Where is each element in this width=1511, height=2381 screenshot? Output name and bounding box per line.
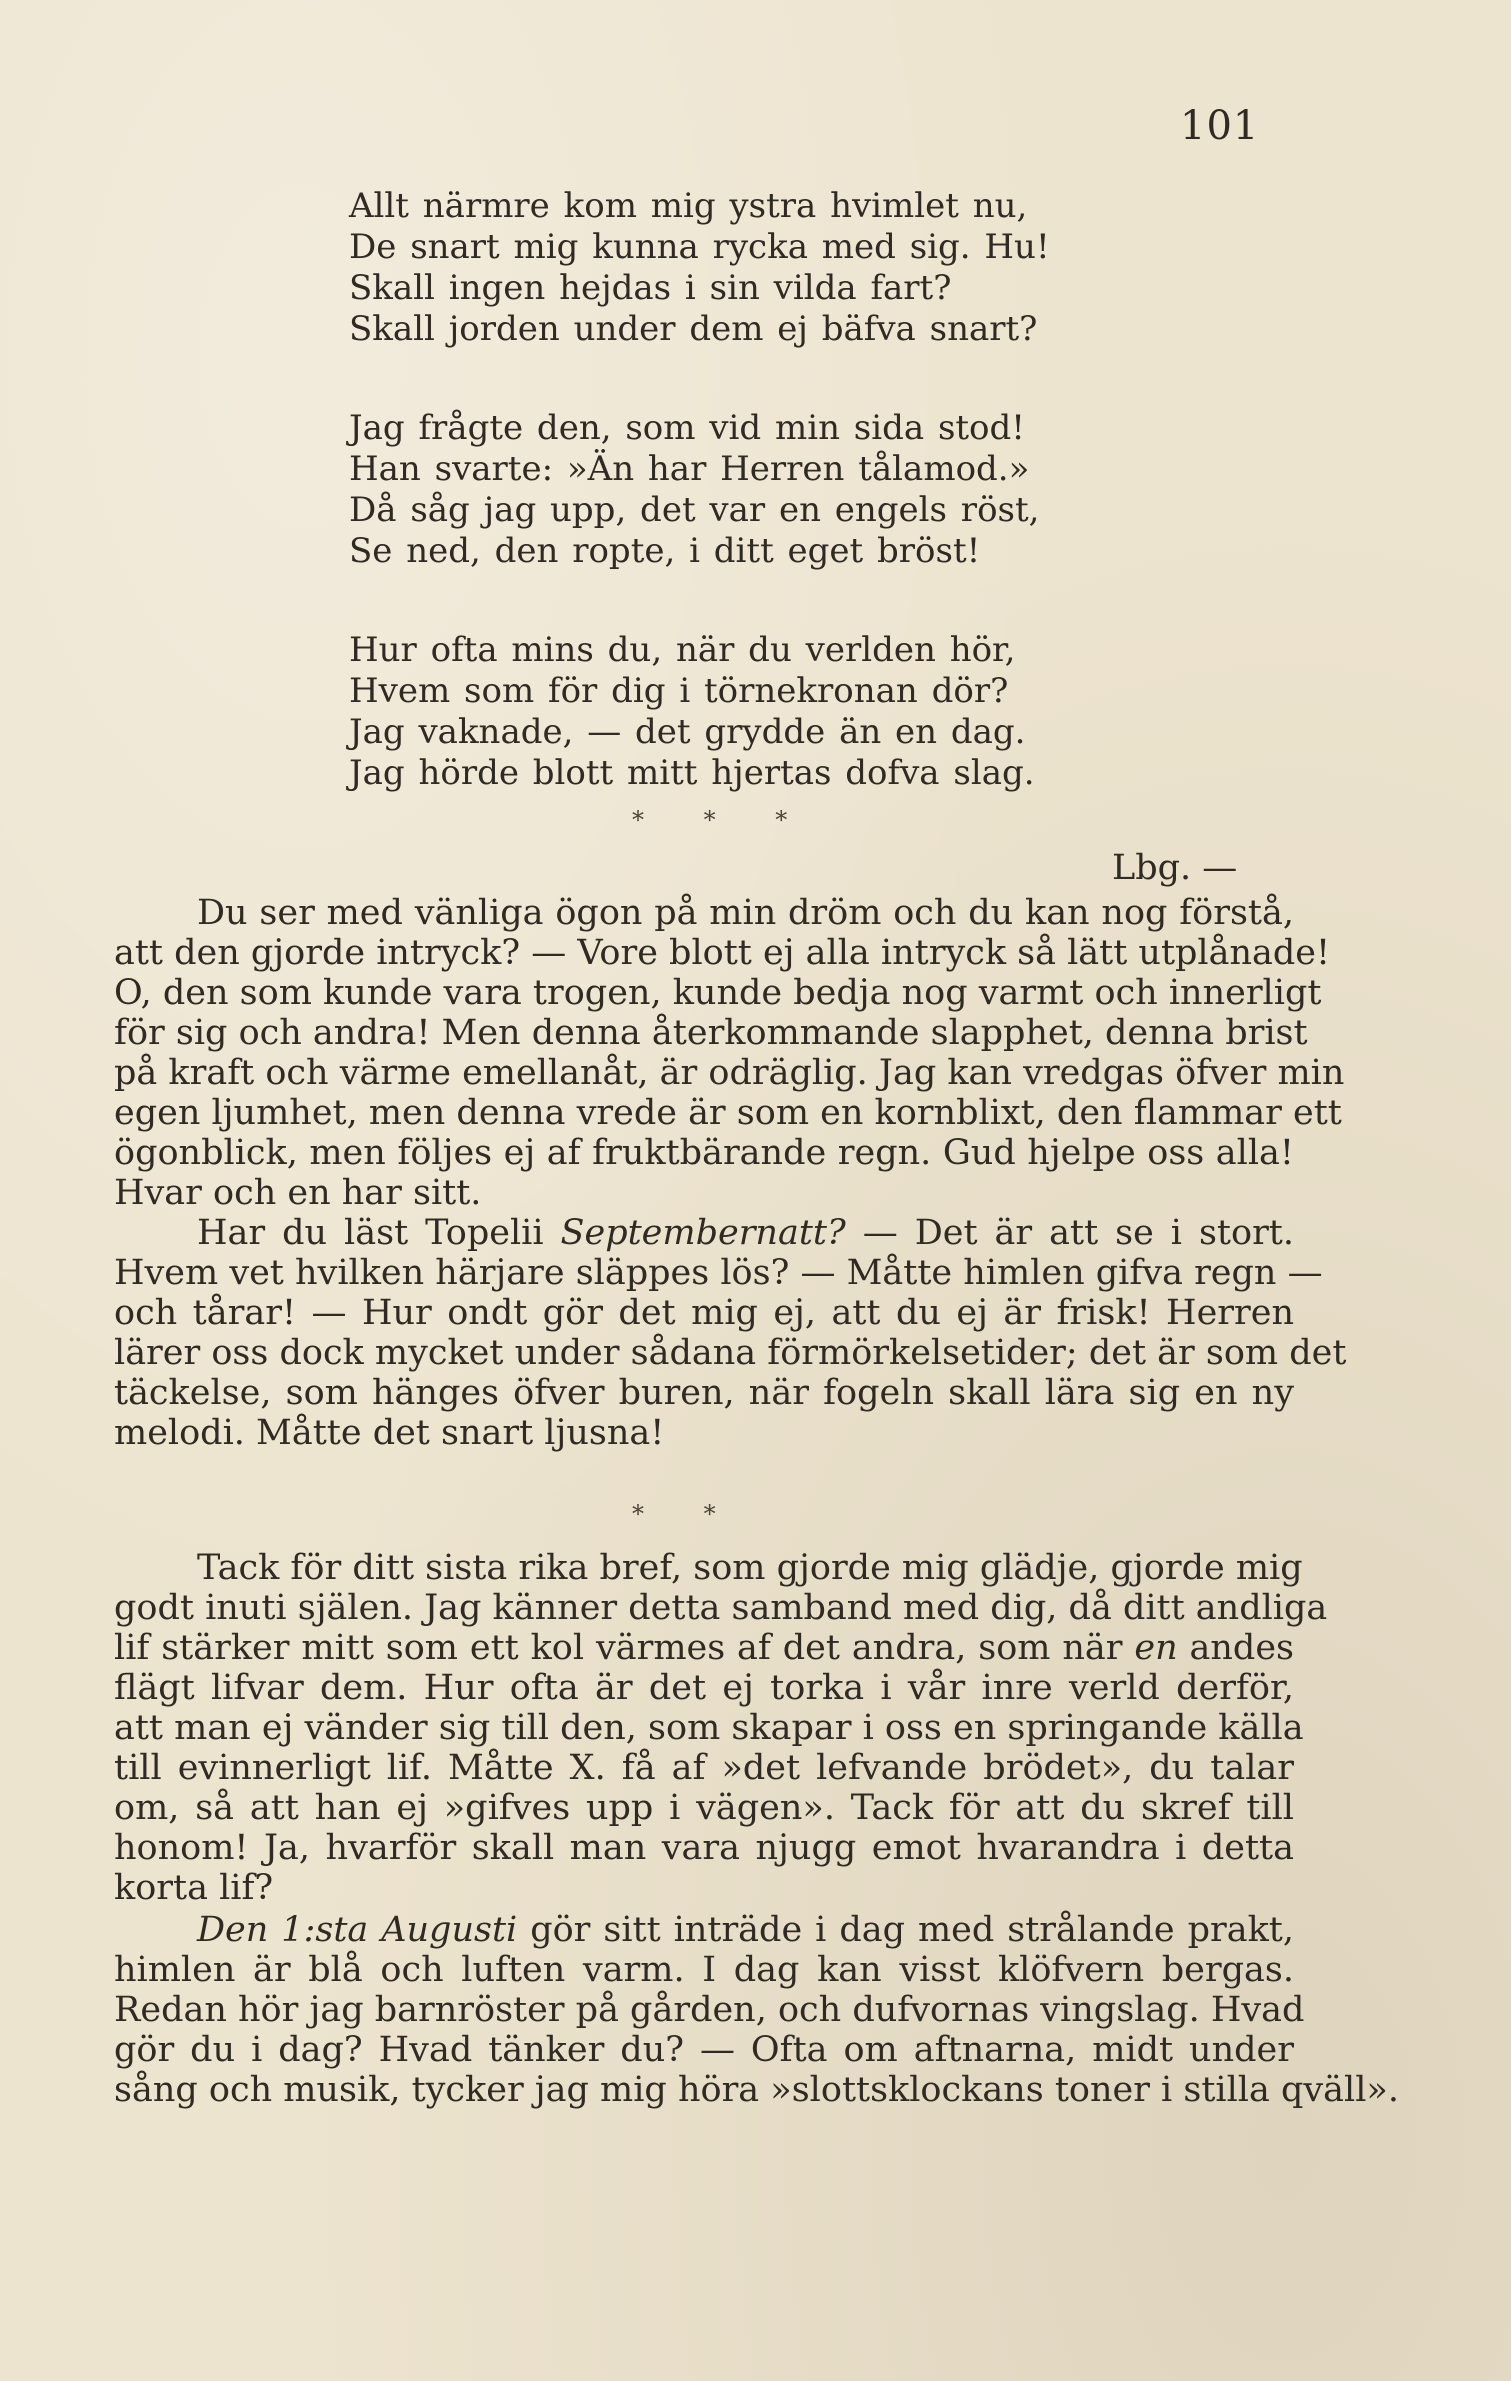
- poem-line: Hvem som för dig i törnekronan dör?: [349, 671, 1009, 711]
- text-line: ögonblick, men följes ej af fruktbärande regn. Gud hjelpe oss alla!: [114, 1133, 1294, 1173]
- text-line: godt inuti själen. Jag känner detta samband med dig, då ditt andliga: [114, 1588, 1328, 1628]
- text-line: [114, 1910, 1294, 1950]
- text-line: honom! Ja, hvarför skall man vara njugg emot hvarandra i detta: [114, 1828, 1294, 1868]
- date-heading: Den 1:sta Augusti: [197, 1910, 518, 1950]
- poem-line: De snart mig kunna rycka med sig. Hu!: [349, 227, 1050, 267]
- text-line: Tack för ditt sista rika bref, som gjorde mig glädje, gjorde mig: [197, 1548, 1303, 1588]
- text-line: att den gjorde intryck? — Vore blott ej alla intryck så lätt utplånade!: [114, 933, 1331, 973]
- text-line: korta lif?: [114, 1868, 274, 1908]
- text-line: Redan hör jag barnröster på gården, och dufvornas vingslag. Hvad: [114, 1990, 1305, 2030]
- text-line: [114, 1213, 1294, 1253]
- poem-line: Se ned, den ropte, i ditt eget bröst!: [349, 531, 981, 571]
- text-line: täckelse, som hänges öfver buren, när fogeln skall lära sig en ny: [114, 1373, 1294, 1413]
- text-line: för sig och andra! Men denna återkommande slapphet, denna brist: [114, 1013, 1308, 1053]
- text-line: till evinnerligt lif. Måtte X. få af »det lefvande brödet», du talar: [114, 1748, 1294, 1788]
- text-line: Hvar och en har sitt.: [114, 1173, 482, 1213]
- text-line: egen ljumhet, men denna vrede är som en kornblixt, den flammar ett: [114, 1093, 1342, 1133]
- poem-line: Hur ofta mins du, när du verlden hör,: [349, 630, 1016, 670]
- section-separator: * *: [632, 1500, 742, 1528]
- poem-stanza-2: [349, 408, 1329, 572]
- text-line: om, så att han ej »gifves upp i vägen». Tack för att du skref till: [114, 1788, 1294, 1828]
- poem: [349, 186, 1329, 794]
- book-title: Septembernatt?: [560, 1213, 846, 1253]
- letter-one-paragraph-one: [114, 893, 1345, 1213]
- signature: Lbg. —: [1112, 848, 1238, 888]
- letter-one-paragraph-two: [114, 1213, 1347, 1453]
- letter-two-paragraph-two: [114, 1910, 1399, 2110]
- poem-line: Jag vaknade, — det grydde än en dag.: [349, 712, 1026, 752]
- poem-stanza-3: [349, 630, 1329, 794]
- text-fragment: Har du läst Topelii: [197, 1213, 561, 1253]
- text-line: [114, 1628, 1294, 1668]
- text-fragment: andes: [1177, 1628, 1294, 1668]
- poem-line: Jag frågte den, som vid min sida stod!: [349, 408, 1025, 448]
- text-line: gör du i dag? Hvad tänker du? — Ofta om aftnarna, midt under: [114, 2030, 1294, 2070]
- text-line: Hvem vet hvilken härjare släppes lös? — Måtte himlen gifva regn —: [114, 1253, 1323, 1293]
- text-line: lärer oss dock mycket under sådana förmörkelsetider; det är som det: [114, 1333, 1347, 1373]
- text-fragment: gör sitt inträde i dag med strålande prakt,: [517, 1910, 1294, 1950]
- text-line: melodi. Måtte det snart ljusna!: [114, 1413, 665, 1453]
- text-fragment: — Det är att se i stort.: [845, 1213, 1294, 1253]
- poem-line: Då såg jag upp, det var en engels röst,: [349, 490, 1040, 530]
- text-line: på kraft och värme emellanåt, är odräglig. Jag kan vredgas öfver min: [114, 1053, 1345, 1093]
- emphasis: en: [1134, 1628, 1178, 1668]
- text-line: och tårar! — Hur ondt gör det mig ej, att du ej är frisk! Herren: [114, 1293, 1294, 1333]
- poem-line: Skall ingen hejdas i sin vilda fart?: [349, 268, 952, 308]
- poem-line: Han svarte: »Än har Herren tålamod.»: [349, 449, 1030, 489]
- letter-two-paragraph-one: [114, 1548, 1328, 1908]
- page-number: 101: [1180, 103, 1260, 149]
- text-line: Du ser med vänliga ögon på min dröm och du kan nog förstå,: [197, 893, 1294, 933]
- poem-line: Skall jorden under dem ej bäfva snart?: [349, 309, 1038, 349]
- text-fragment: lif stärker mitt som ett kol värmes af det andra, som när: [114, 1628, 1135, 1668]
- section-separator: * * *: [632, 806, 814, 834]
- text-line: att man ej vänder sig till den, som skapar i oss en springande källa: [114, 1708, 1304, 1748]
- text-line: flägt lifvar dem. Hur ofta är det ej torka i vår inre verld derför,: [114, 1668, 1294, 1708]
- text-line: himlen är blå och luften varm. I dag kan visst klöfvern bergas.: [114, 1950, 1294, 1990]
- text-line: sång och musik, tycker jag mig höra »slottsklockans toner i stilla qväll».: [114, 2070, 1399, 2110]
- poem-stanza-1: [349, 186, 1329, 350]
- poem-line: Allt närmre kom mig ystra hvimlet nu,: [349, 186, 1028, 226]
- poem-line: Jag hörde blott mitt hjertas dofva slag.: [349, 753, 1035, 793]
- text-line: O, den som kunde vara trogen, kunde bedja nog varmt och innerligt: [114, 973, 1322, 1013]
